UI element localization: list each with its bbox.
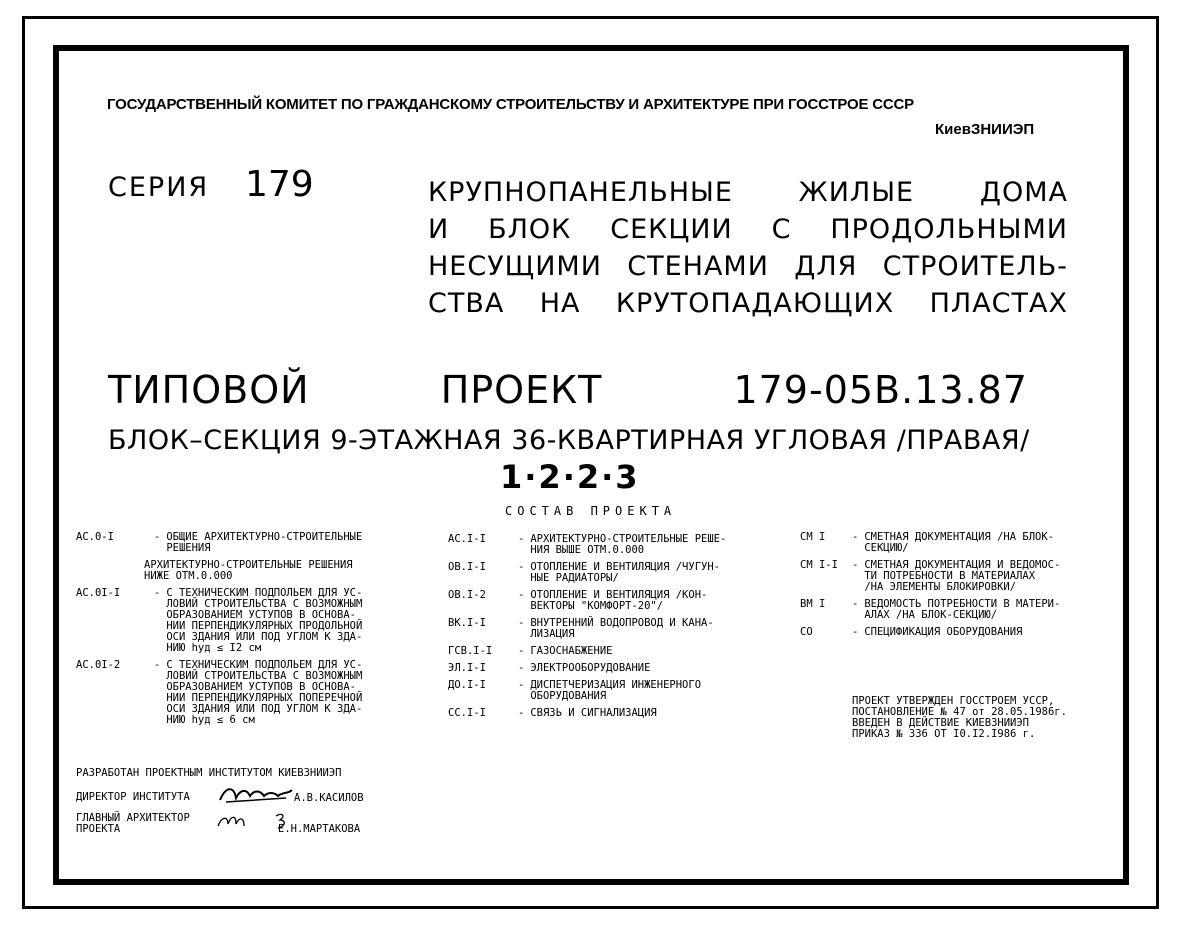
item-code: АС.0I-I [76, 587, 121, 599]
item-code: АС.0-I [76, 531, 114, 543]
director-signature [216, 782, 296, 808]
project-code: 179-05В.13.87 [733, 368, 1028, 412]
section-subhead: АРХИТЕКТУРНО-СТРОИТЕЛЬНЫЕ РЕШЕНИЯ НИЖЕ ОТМ.0.000 [144, 559, 353, 582]
project-title-row [108, 368, 1028, 412]
director-label: ДИРЕКТОР ИНСТИТУТА [76, 791, 190, 803]
project-word-2: ПРОЕКТ [440, 368, 603, 412]
committee-header: ГОСУДАРСТВЕННЫЙ КОМИТЕТ ПО ГРАЖДАНСКОМУ СТРОИТЕЛЬСТВУ И АРХИТЕКТУРЕ ПРИ ГОССТРОЕ СССР [107, 96, 914, 113]
list-item: ВМ I - ВЕДОМОСТЬ ПОТРЕБНОСТИ В МАТЕРИ- АЛАХ /НА БЛОК-СЕКЦИЮ/ [800, 598, 1061, 621]
list-item: АС.0I-2 - С ТЕХНИЧЕСКИМ ПОДПОЛЬЕМ ДЛЯ УС- ЛОВИЙ СТРОИТЕЛЬСТВА С ВОЗМОЖНЫМ ОБРАЗОВАНИЕМ УСТУПОВ В ОСНОВА- НИИ ПЕРПЕНДИКУЛЯРНЫХ ПОПЕРЕЧНОЙ ОСИ ЗДАНИЯ ИЛИ ПОД УГЛОМ К ЗДА- НИЮ hуд ≤ 6 см [76, 660, 396, 726]
developer-line: РАЗРАБОТАН ПРОЕКТНЫМ ИНСТИТУТОМ КИЕВЗНИИЭП [76, 767, 342, 779]
list-item: ЭЛ.I-I - ЭЛЕКТРООБОРУДОВАНИЕ [448, 662, 651, 674]
list-item: АС.0I-I - С ТЕХНИЧЕСКИМ ПОДПОЛЬЕМ ДЛЯ УС- ЛОВИЙ СТРОИТЕЛЬСТВА С ВОЗМОЖНЫМ ОБРАЗОВАНИЕМ УСТУПОВ В ОСНОВА- НИИ ПЕРПЕНДИКУЛЯРНЫХ ПРОДОЛЬНОЙ ОСИ ЗДАНИЯ ИЛИ ПОД УГЛОМ К ЗДА- НИЮ hуд ≤ I2 см [76, 588, 396, 654]
list-item: СМ I - СМЕТНАЯ ДОКУМЕНТАЦИЯ /НА БЛОК- СЕКЦИЮ/ [800, 531, 1054, 554]
series-number: 179 [245, 164, 314, 205]
list-item: АС.0-I - ОБЩИЕ АРХИТЕКТУРНО-СТРОИТЕЛЬНЫЕ РЕШЕНИЯ [76, 532, 396, 554]
list-item: ДО.I-I - ДИСПЕТЧЕРИЗАЦИЯ ИНЖЕНЕРНОГО ОБОРУДОВАНИЯ [448, 679, 702, 702]
approval-note: ПРОЕКТ УТВЕРЖДЕН ГОССТРОЕМ УССР, ПОСТАНОВЛЕНИЕ № 47 от 28.05.1986г. ВВЕДЕН В ДЕЙСТВИЕ КИЕВЗНИИЭП ПРИКАЗ № 336 ОТ I0.I2.I986 г. [852, 695, 1067, 740]
list-item: СМ I-I - СМЕТНАЯ ДОКУМЕНТАЦИЯ И ВЕДОМОС- ТИ ПОТРЕБНОСТИ В МАТЕРИАЛАХ /НА ЭЛЕМЕНТЫ БЛОКИРОВКИ/ [800, 559, 1061, 593]
list-item: СО - СПЕЦИФИКАЦИЯ ОБОРУДОВАНИЯ [800, 626, 1023, 638]
director-name: А.В.КАСИЛОВ [294, 792, 364, 804]
architect-label-1: ГЛАВНЫЙ АРХИТЕКТОР [76, 812, 190, 824]
project-subtitle: БЛОК–СЕКЦИЯ 9-ЭТАЖНАЯ 36-КВАРТИРНАЯ УГЛОВАЯ /ПРАВАЯ/ [108, 425, 1030, 456]
item-text: С ТЕХНИЧЕСКИМ ПОДПОЛЬЕМ ДЛЯ УС- ЛОВИЙ СТРОИТЕЛЬСТВА С ВОЗМОЖНЫМ ОБРАЗОВАНИЕМ УСТУПОВ В ОСНОВА- НИИ ПЕРПЕНДИКУЛЯРНЫХ ПРОДОЛЬНОЙ ОСИ ЗДАНИЯ ИЛИ ПОД УГЛОМ К ЗДА- НИЮ hуд ≤ I2 см [166, 587, 363, 654]
composition-column-2 [448, 534, 748, 725]
series-code: 1·2·2·3 [500, 458, 640, 496]
list-item: ВК.I-I - ВНУТРЕННИЙ ВОДОПРОВОД И КАНА- ЛИЗАЦИЯ [448, 617, 714, 640]
composition-column-3 [800, 532, 1100, 644]
series-title [428, 174, 1068, 322]
institute-header: КиевЗНИИЭП [935, 121, 1035, 138]
composition-title: СОСТАВ ПРОЕКТА [505, 504, 677, 518]
list-item: АС.I-I - АРХИТЕКТУРНО-СТРОИТЕЛЬНЫЕ РЕШЕ- НИЯ ВЫШЕ ОТМ.0.000 [448, 533, 727, 556]
title-line-4: СТВА НА КРУТОПАДАЮЩИХ ПЛАСТАХ [428, 288, 1068, 319]
item-code: АС.0I-2 [76, 659, 121, 671]
title-line-1: КРУПНОПАНЕЛЬНЫЕ ЖИЛЫЕ ДОМА [428, 177, 1068, 208]
project-word-1: ТИПОВОЙ [108, 368, 310, 412]
list-item: ГСВ.I-I - ГАЗОСНАБЖЕНИЕ [448, 645, 613, 657]
list-item: ОВ.I-I - ОТОПЛЕНИЕ И ВЕНТИЛЯЦИЯ /ЧУГУН- НЫЕ РАДИАТОРЫ/ [448, 561, 720, 584]
title-line-3: НЕСУЩИМИ СТЕНАМИ ДЛЯ СТРОИТЕЛЬ- [428, 251, 1068, 282]
list-item: СС.I-I - СВЯЗЬ И СИГНАЛИЗАЦИЯ [448, 707, 657, 719]
list-item: ОВ.I-2 - ОТОПЛЕНИЕ И ВЕНТИЛЯЦИЯ /КОН- ВЕКТОРЫ "КОМФОРТ-20"/ [448, 589, 708, 612]
title-line-2: И БЛОК СЕКЦИИ С ПРОДОЛЬНЫМИ [428, 214, 1068, 245]
composition-column-1 [76, 532, 396, 732]
series-label: СЕРИЯ [108, 172, 210, 203]
architect-label-2: ПРОЕКТА [76, 823, 121, 835]
architect-name: Е.Н.МАРТАКОВА [278, 823, 361, 835]
item-text: С ТЕХНИЧЕСКИМ ПОДПОЛЬЕМ ДЛЯ УС- ЛОВИЙ СТРОИТЕЛЬСТВА С ВОЗМОЖНЫМ ОБРАЗОВАНИЕМ УСТУПОВ В ОСНОВА- НИИ ПЕРПЕНДИКУЛЯРНЫХ ПОПЕРЕЧНОЙ ОСИ ЗДАНИЯ ИЛИ ПОД УГЛОМ К ЗДА- НИЮ hуд ≤ 6 см [166, 659, 363, 726]
item-text: ОБЩИЕ АРХИТЕКТУРНО-СТРОИТЕЛЬНЫЕ РЕШЕНИЯ [166, 531, 363, 554]
